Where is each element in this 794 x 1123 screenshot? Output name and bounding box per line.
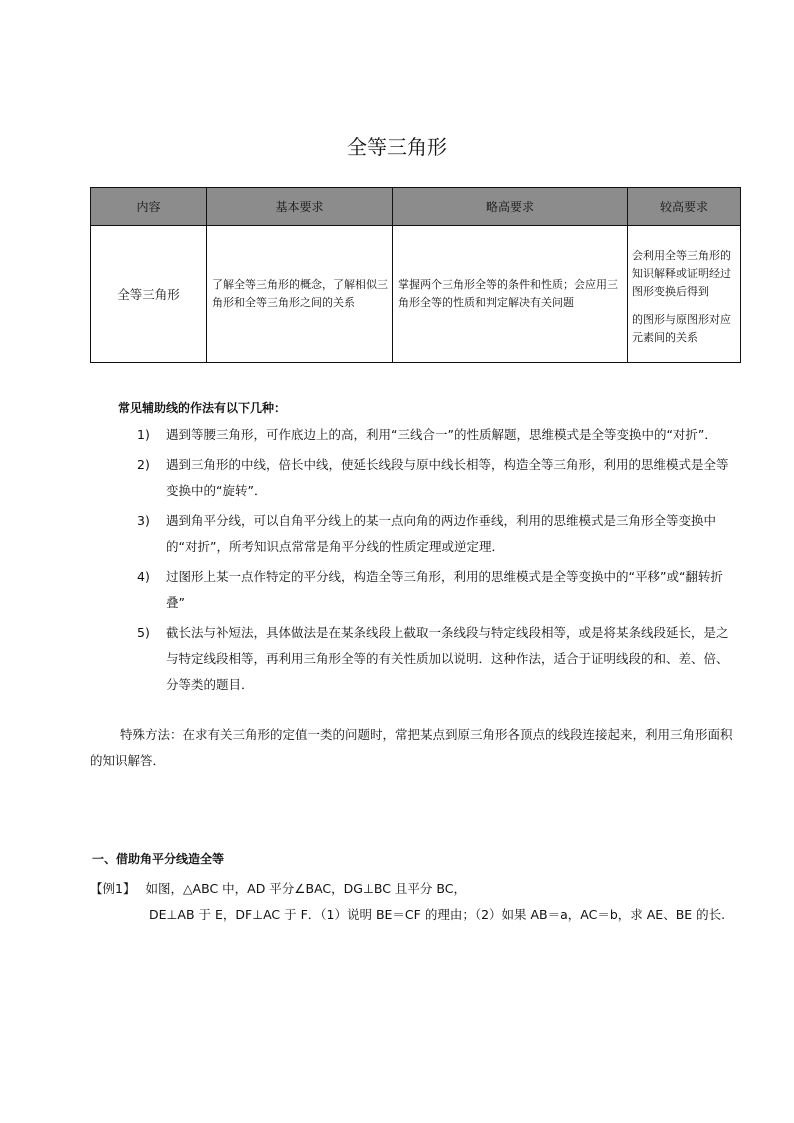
example-line-2: DE⊥AB 于 E，DF⊥AC 于 F．（1）说明 BE＝CF 的理由；（2）如果 AB＝a，AC＝b，求 AE、BE 的长.: [149, 907, 726, 922]
list-item: [100, 422, 740, 448]
header-content: 内容: [91, 188, 207, 226]
list-item: [100, 564, 740, 616]
list-text: 遇到角平分线，可以自角平分线上的某一点向角的两边作垂线，利用的思维模式是三角形全等变换中的“对折”，所考知识点常常是角平分线的性质定理或逆定理．: [166, 513, 717, 554]
cell-highest: [628, 226, 741, 363]
cell-highest-part1: 会利用全等三角形的知识解释或证明经过图形变换后得到: [632, 249, 731, 298]
page-title: 全等三角形: [347, 135, 447, 159]
cell-higher: 掌握两个三角形全等的条件和性质；会应用三角形全等的性质和判定解决有关问题: [393, 226, 628, 363]
list-text: 过图形上某一点作特定的平分线，构造全等三角形，利用的思维模式是全等变换中的“平移”或“翻转折叠”: [166, 569, 723, 610]
list-item: [100, 508, 740, 560]
cell-content: 全等三角形: [91, 226, 207, 363]
example-1: [90, 876, 742, 928]
list-number: 2): [137, 457, 150, 472]
requirements-table: [90, 187, 741, 363]
list-number: 3): [137, 513, 150, 528]
list-text: 遇到三角形的中线，倍长中线，使延长线段与原中线长相等，构造全等三角形，利用的思维模式是全等变换中的“旋转”．: [166, 457, 729, 498]
header-highest: 较高要求: [628, 188, 741, 226]
example-label: 【例1】: [90, 881, 136, 896]
table-header-row: [91, 188, 741, 226]
part1-heading: 一、借助角平分线造全等: [92, 852, 225, 866]
methods-list: [100, 422, 740, 702]
list-number: 1): [137, 427, 150, 442]
cell-highest-part2: 的图形与原图形对应元素间的关系: [632, 313, 731, 344]
list-number: 4): [137, 569, 150, 584]
special-method-paragraph: 特殊方法：在求有关三角形的定值一类的问题时，常把某点到原三角形各顶点的线段连接起来，利用三角形面积的知识解答．: [90, 727, 733, 768]
table-row: [91, 226, 741, 363]
list-item: [100, 620, 740, 698]
list-text: 截长法与补短法，具体做法是在某条线段上截取一条线段与特定线段相等，或是将某条线段延长，是之与特定线段相等，再利用三角形全等的有关性质加以说明．这种作法，适合于证明线段的和、差、倍、分等类的题目．: [166, 625, 729, 692]
section-heading: 常见辅助线的作法有以下几种：: [118, 401, 287, 415]
example-line-1: 如图，△ABC 中，AD 平分∠BAC，DG⊥BC 且平分 BC，: [145, 881, 466, 896]
cell-basic: 了解全等三角形的概念，了解相似三角形和全等三角形之间的关系: [207, 226, 393, 363]
list-item: [100, 452, 740, 504]
list-text: 遇到等腰三角形，可作底边上的高，利用“三线合一”的性质解题，思维模式是全等变换中的“对折”．: [166, 427, 717, 442]
header-higher: 略高要求: [393, 188, 628, 226]
list-number: 5): [137, 625, 150, 640]
header-basic: 基本要求: [207, 188, 393, 226]
